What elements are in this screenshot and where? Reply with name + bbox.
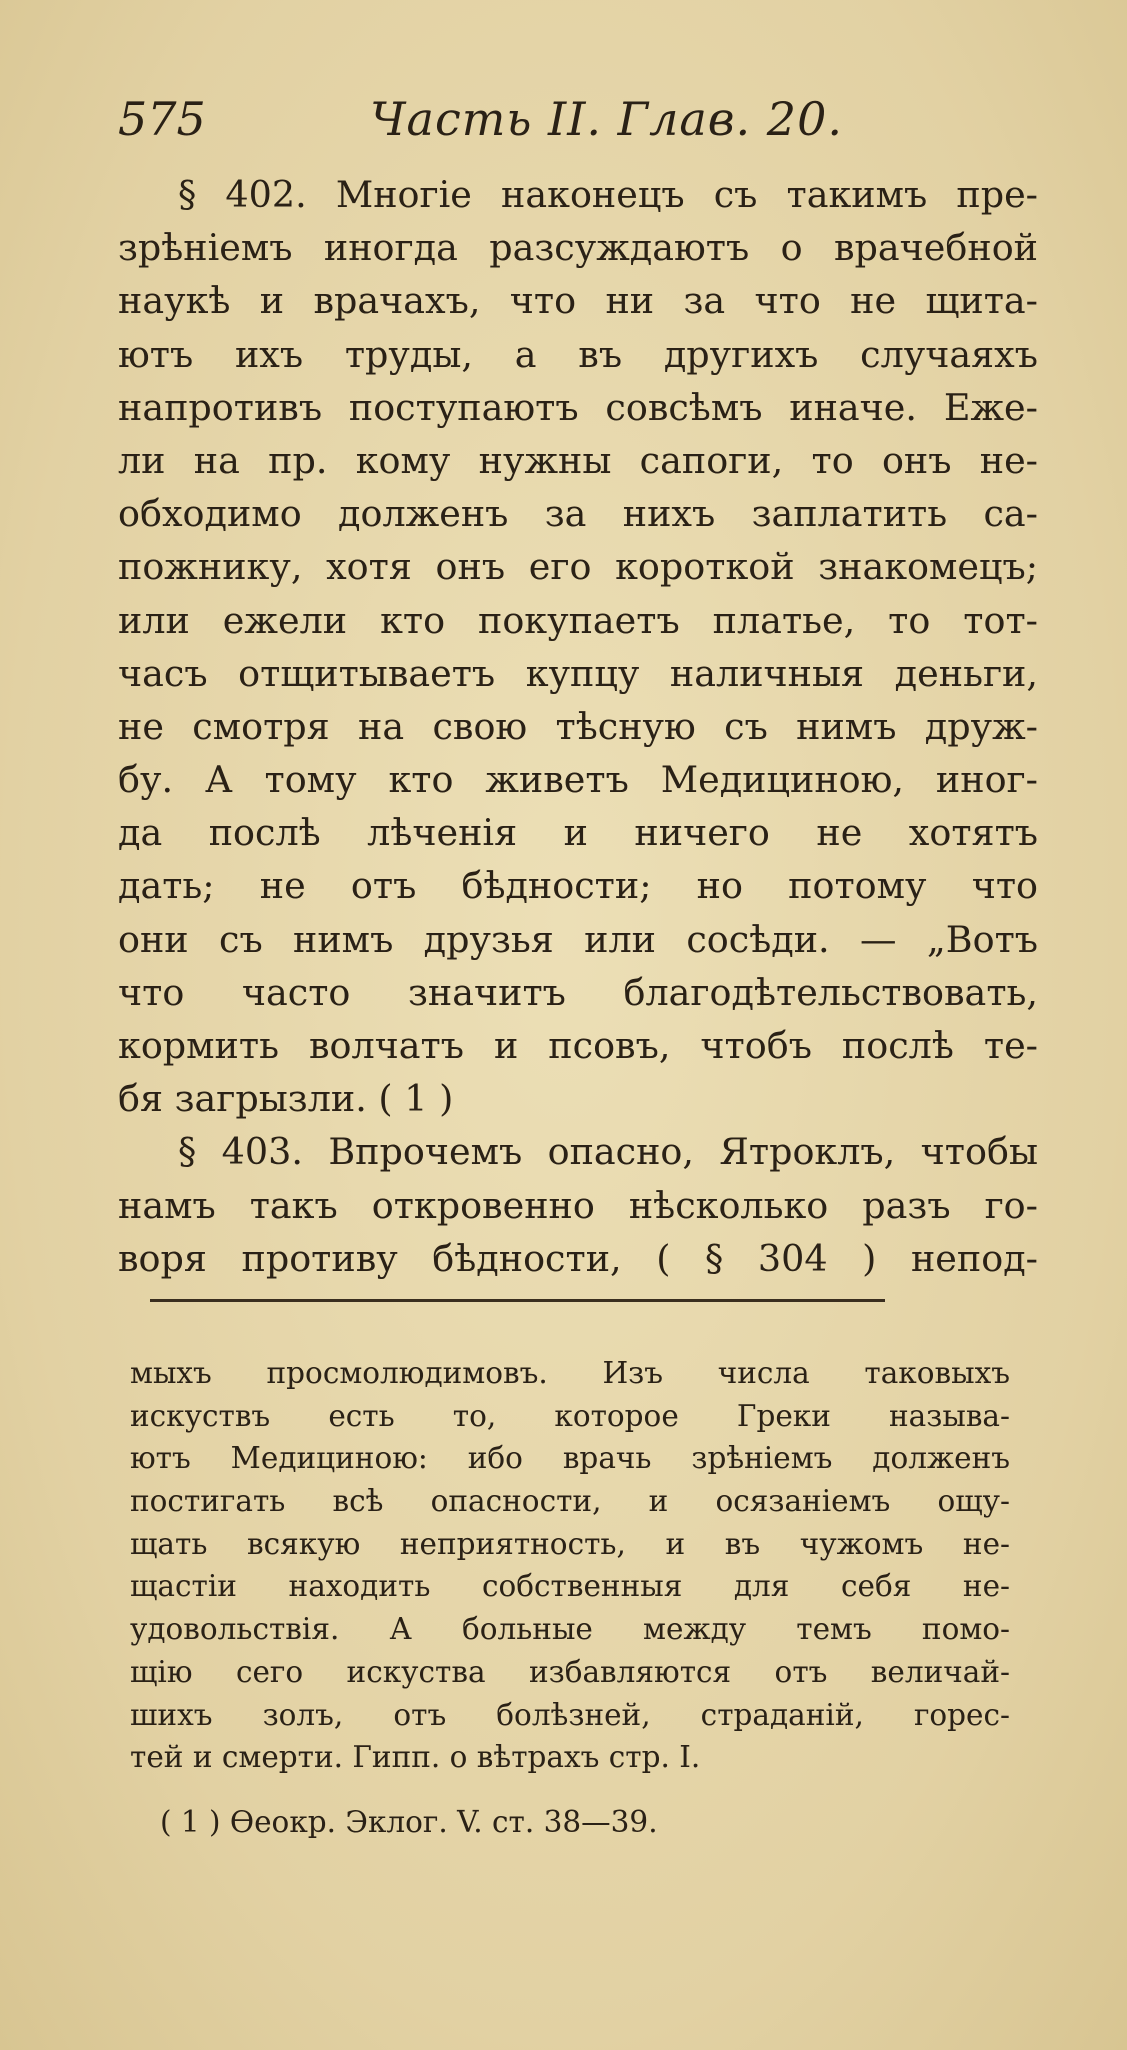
footnotes bbox=[130, 1352, 1010, 1844]
footnote-line: щать всякую неприятность, и въ чужомъ не- bbox=[130, 1526, 1010, 1561]
footnote-reference: ( 1 ) Ѳеокр. Эклог. V. ст. 38—39. bbox=[160, 1804, 658, 1839]
text-line: они съ нимъ друзья или сосѣди. — „Вотъ bbox=[118, 917, 1038, 961]
page-number: 575 bbox=[118, 92, 206, 146]
footnote-line: мыхъ просмолюдимовъ. Изъ числа таковыхъ bbox=[130, 1356, 1010, 1390]
text-line: дать; не отъ бѣдности; но потому что bbox=[118, 864, 1038, 908]
text-line: да послѣ лѣченiя и ничего не хотятъ bbox=[118, 811, 1038, 855]
footnote-line: удовольствiя. А больные между темъ помо- bbox=[130, 1612, 1010, 1647]
footnote-line: щастiи находить собственныя для себя не- bbox=[130, 1569, 1010, 1604]
text-line: пожнику, хотя онъ его короткой знакомецъ; bbox=[118, 545, 1038, 589]
text-line: § 403. Впрочемъ опасно, Ятроклъ, чтобы bbox=[178, 1130, 1038, 1174]
footnote-line: шихъ золъ, отъ болѣзней, страданiй, горес- bbox=[130, 1697, 1010, 1732]
footnote-line: искуствъ есть то, которое Греки называ- bbox=[130, 1398, 1010, 1433]
text-line: воря противу бѣдности, ( § 304 ) непод- bbox=[118, 1236, 1038, 1280]
text-line: обходимо долженъ за нихъ заплатить са- bbox=[118, 492, 1038, 536]
text-line: не смотря на свою тѣсную съ нимъ друж- bbox=[118, 704, 1038, 748]
text-line: намъ такъ откровенно нѣсколько разъ го- bbox=[118, 1183, 1038, 1227]
text-line: бя загрызли. ( 1 ) bbox=[118, 1077, 454, 1121]
footnote-rule bbox=[150, 1299, 885, 1302]
text-line: или ежели кто покупаетъ платье, то тот- bbox=[118, 598, 1038, 642]
footnote-line: постигать всѣ опасности, и осязанiемъ ощу- bbox=[130, 1484, 1010, 1519]
text-line: напротивъ поступаютъ совсѣмъ иначе. Еже- bbox=[118, 385, 1038, 429]
text-line: § 402. Многie наконецъ съ такимъ пре- bbox=[178, 173, 1038, 216]
text-line: что часто значитъ благодѣтельствовать, bbox=[118, 970, 1038, 1014]
text-line: зрѣнiемъ иногда разсуждаютъ о врачебной bbox=[118, 226, 1038, 270]
page-header bbox=[118, 92, 858, 152]
footnote-line: ютъ Медициною: ибо врачь зрѣнiемъ долженъ bbox=[130, 1441, 1010, 1476]
footnote-line: щiю сего искуства избавляются отъ величай- bbox=[130, 1654, 1010, 1689]
text-line: часъ отщитываетъ купцу наличныя деньги, bbox=[118, 651, 1038, 695]
running-head: Часть II. Глав. 20. bbox=[370, 92, 843, 146]
text-line: кормить волчатъ и псовъ, чтобъ послѣ те- bbox=[118, 1024, 1038, 1067]
text-line: ли на пр. кому нужны сапоги, то онъ не- bbox=[118, 438, 1038, 482]
text-line: наукѣ и врачахъ, что ни за что не щита- bbox=[118, 279, 1038, 323]
text-line: ютъ ихъ труды, а въ другихъ случаяхъ bbox=[118, 332, 1038, 376]
text-line: бу. А тому кто живетъ Медициною, иног- bbox=[118, 758, 1038, 802]
main-text bbox=[118, 168, 1038, 1285]
footnote-line: тей и смерти. Гипп. о вѣтрахъ стр. I. bbox=[130, 1740, 701, 1775]
